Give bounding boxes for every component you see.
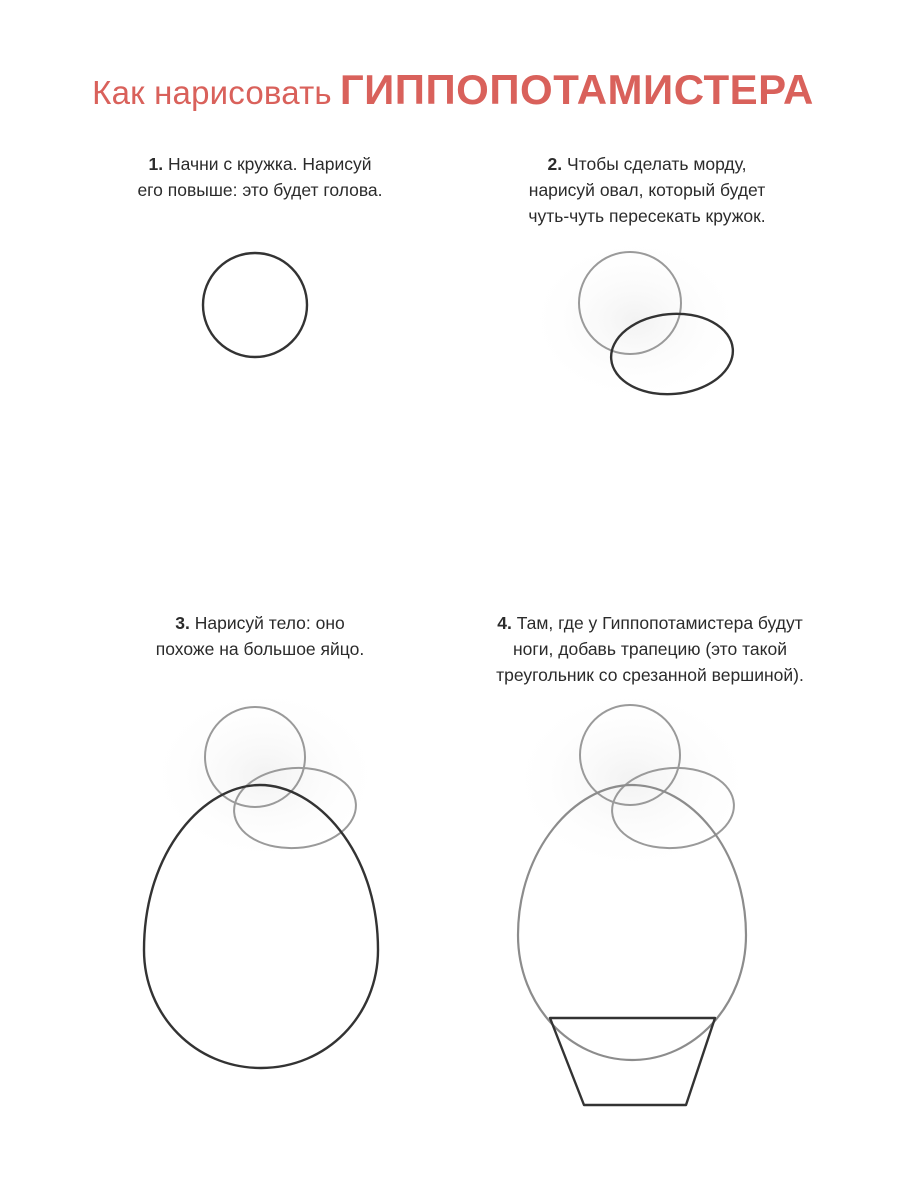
step-1-drawing (203, 253, 307, 357)
step-2-eraser-smudge (525, 235, 745, 405)
step-2-drawing (525, 235, 745, 405)
step-4-line-1: Там, где у Гиппопотамистера будут (516, 613, 803, 633)
step-4-number: 4. (497, 613, 512, 633)
step-2-line-1: Чтобы сделать морду, (566, 154, 747, 174)
step-1-line-2: его повыше: это будет голова. (137, 180, 383, 200)
step-4-drawing (507, 685, 757, 1105)
step-3-number: 3. (175, 613, 190, 633)
step-1-line-1: Начни с кружка. Нарисуй (167, 154, 372, 174)
step-1-head-circle (203, 253, 307, 357)
step-3-line-2: похоже на большое яйцо. (155, 639, 365, 659)
step-4-line-3: треугольник со срезанной вершиной). (496, 665, 804, 685)
step-3-drawing (144, 685, 385, 1068)
title-subject: ГИППОПОТАМИСТЕРА (339, 66, 814, 113)
step-3-line-1: Нарисуй тело: оно (194, 613, 345, 633)
step-1-number: 1. (148, 154, 164, 174)
step-4-line-2: ноги, добавь трапецию (это такой (512, 639, 788, 659)
step-2-line-2: нарисуй овал, который будет (528, 180, 766, 200)
step-4-legs-trapezoid (550, 1018, 715, 1105)
step-2-line-3: чуть-чуть пересекать кружок. (528, 206, 766, 226)
step-2-number: 2. (547, 154, 563, 174)
title-lead: Как нарисовать (92, 74, 332, 111)
